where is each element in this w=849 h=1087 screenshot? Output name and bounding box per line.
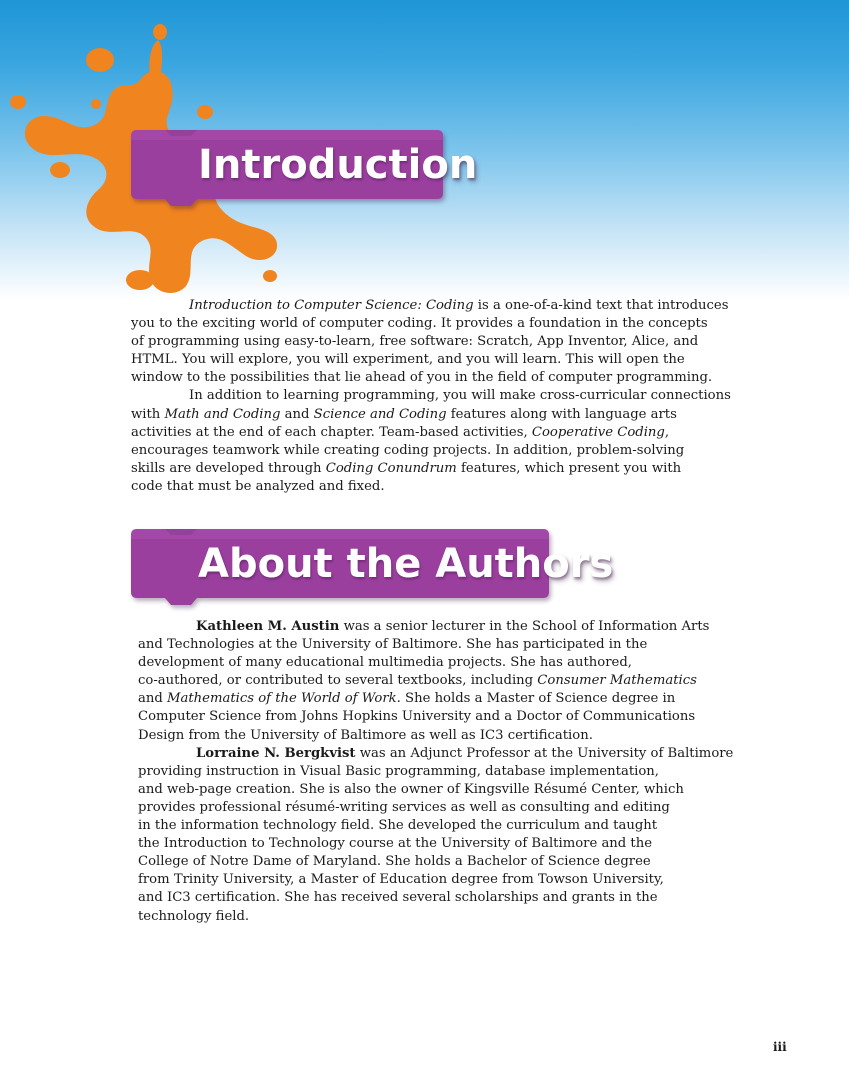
text-run: in the information technology field. She developed the curriculum and taught: [138, 818, 658, 834]
text-run: and IC3 certification. She has received several scholarships and grants in the: [138, 890, 658, 906]
text-line: [138, 908, 703, 926]
text-line: [131, 333, 699, 351]
text-line: [138, 781, 703, 799]
text-line: [138, 817, 703, 835]
text-run: was an Adjunct Professor at the University of Baltimore: [355, 745, 734, 761]
text-run: with: [131, 406, 165, 422]
introduction-paragraphs: [131, 297, 731, 496]
text-line: [131, 478, 696, 496]
text-line: [138, 690, 703, 708]
text-run: ,: [664, 424, 670, 440]
text-line: [131, 369, 713, 387]
text-run: features along with language arts: [446, 406, 677, 422]
text-line: [138, 853, 703, 871]
text-run: of programming using easy-to-learn, free software: Scratch, App Inventor, Alice, and: [131, 334, 699, 350]
text-run: was a senior lecturer in the School of Information Arts: [339, 619, 710, 634]
text-run: development of many educational multimedia projects. She has authored,: [138, 655, 632, 671]
text-run: from Trinity University, a Master of Education degree from Towson University,: [138, 872, 664, 888]
text-line: [131, 297, 729, 315]
text-run: and: [138, 691, 167, 707]
text-run: . She holds a Master of Science degree in: [396, 691, 676, 707]
text-run: features, which present you with: [456, 460, 682, 476]
text-run: window to the possibilities that lie ahead of you in the field of computer programming.: [131, 370, 713, 386]
text-line: [138, 835, 703, 853]
text-run: and web-page creation. She is also the owner of Kingsville Résumé Center, which: [138, 781, 684, 797]
text-line: [138, 654, 703, 672]
italic-title: Mathematics of the World of Work: [167, 691, 397, 707]
text-line: [131, 387, 731, 405]
text-line: [138, 636, 703, 654]
text-line: [138, 763, 703, 781]
authors-paragraphs: [138, 618, 734, 926]
text-line: [131, 460, 696, 478]
text-line: [131, 315, 708, 333]
text-line: [131, 442, 696, 460]
text-line: [131, 406, 696, 424]
italic-title: Consumer Mathematics: [537, 673, 697, 689]
text-line: [138, 618, 710, 636]
italic-title: Math and Coding: [164, 406, 281, 422]
text-line: [138, 727, 703, 745]
text-run: encourages teamwork while creating coding projects. In addition, problem-solving: [131, 442, 685, 458]
text-run: code that must be analyzed and fixed.: [131, 478, 385, 494]
text-run: Design from the University of Baltimore as well as IC3 certification.: [138, 727, 593, 743]
text-run: HTML. You will explore, you will experiment, and you will learn. This will open the: [131, 352, 685, 368]
text-line: [138, 708, 703, 726]
italic-title: Coding Conundrum: [325, 460, 457, 476]
about-authors-heading-block: [131, 529, 614, 605]
text-run: is a one-of-a-kind text that introduces: [473, 298, 729, 313]
text-line: [131, 351, 696, 369]
italic-title: Cooperative Coding: [531, 424, 665, 440]
page-title: Introduction: [198, 142, 478, 188]
bold-name: Lorraine N. Bergkvist: [196, 745, 356, 761]
introduction-heading-block: [131, 130, 478, 206]
text-run: College of Notre Dame of Maryland. She holds a Bachelor of Science degree: [138, 854, 651, 870]
text-run: activities at the end of each chapter. Team-based activities,: [131, 424, 532, 440]
text-run: co-authored, or contributed to several textbooks, including: [138, 673, 538, 689]
text-line: [138, 672, 703, 690]
text-line: [138, 745, 734, 763]
text-run: and: [280, 406, 314, 422]
text-line: [138, 889, 703, 907]
text-run: Computer Science from Johns Hopkins University and a Doctor of Communications: [138, 709, 696, 725]
text-run: provides professional résumé-writing services as well as consulting and editing: [138, 799, 670, 815]
section-title: About the Authors: [198, 541, 614, 587]
text-run: skills are developed through: [131, 460, 326, 476]
text-run: In addition to learning programming, you will make cross-curricular connections: [189, 388, 731, 404]
italic-title: Science and Coding: [313, 406, 447, 422]
bold-name: Kathleen M. Austin: [196, 619, 340, 634]
page-number: iii: [773, 1040, 787, 1054]
italic-title: Introduction to Computer Science: Coding: [189, 298, 474, 313]
text-run: technology field.: [138, 908, 250, 924]
text-run: the Introduction to Technology course at the University of Baltimore and the: [138, 836, 653, 852]
text-line: [138, 871, 703, 889]
text-line: [131, 424, 696, 442]
text-line: [138, 799, 703, 817]
text-run: and Technologies at the University of Baltimore. She has participated in the: [138, 637, 648, 653]
text-run: providing instruction in Visual Basic programming, database implementation,: [138, 763, 659, 779]
text-run: you to the exciting world of computer coding. It provides a foundation in the concepts: [131, 316, 708, 332]
